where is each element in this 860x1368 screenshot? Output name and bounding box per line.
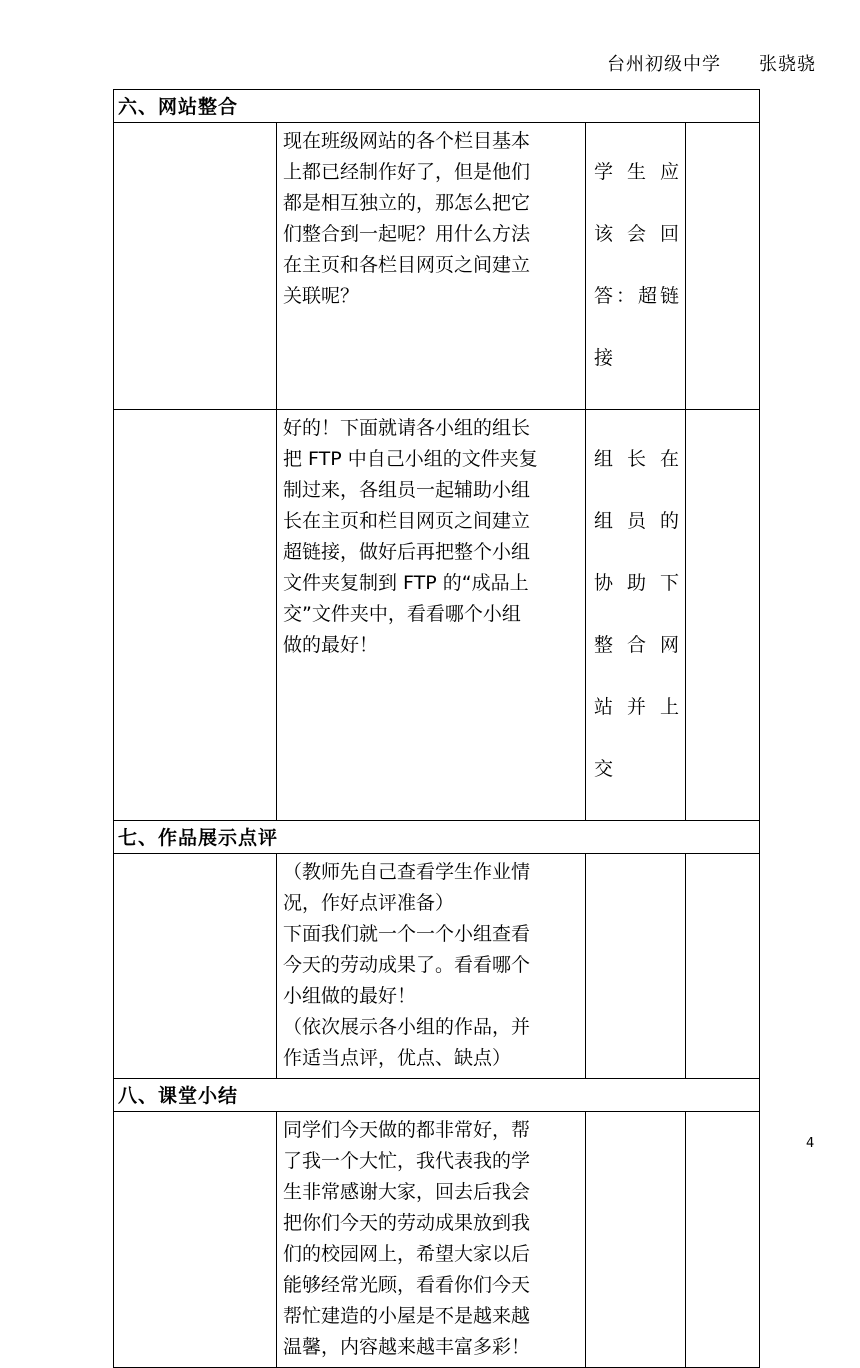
table-row <box>114 854 760 1079</box>
empty-cell <box>114 123 277 410</box>
empty-cell <box>114 854 277 1079</box>
student-line: 接 <box>594 347 614 369</box>
student-activity-cell <box>586 1112 686 1368</box>
page-header <box>607 50 816 76</box>
table-row <box>114 410 760 821</box>
student-line: 站 并 上 <box>594 696 679 718</box>
student-line: 该 会 回 <box>594 223 679 245</box>
empty-cell <box>686 410 760 821</box>
lesson-plan-table <box>113 89 760 1368</box>
section-title: 七、作品展示点评 <box>114 821 760 854</box>
section-header-row <box>114 90 760 123</box>
empty-cell <box>114 410 277 821</box>
student-activity-cell <box>586 123 686 410</box>
section-title: 六、网站整合 <box>114 90 760 123</box>
section-header-row <box>114 1079 760 1112</box>
student-line: 学 生 应 <box>594 161 679 183</box>
student-line: 组 员 的 <box>594 510 679 532</box>
section-header-row <box>114 821 760 854</box>
empty-cell <box>686 854 760 1079</box>
student-line: 组 长 在 <box>594 448 679 470</box>
empty-cell <box>686 123 760 410</box>
school-name: 台州初级中学 <box>607 54 721 75</box>
student-line: 协 助 下 <box>594 572 679 594</box>
teacher-activity-cell: （教师先自己查看学生作业情 况，作好点评准备） 下面我们就一个一个小组查看 今天的劳动成果了。看看哪个 小组做的最好！ （依次展示各小组的作品，并 作适当点评，优点、缺点） <box>277 854 586 1079</box>
section-title: 八、课堂小结 <box>114 1079 760 1112</box>
page-number: 4 <box>806 1136 815 1151</box>
author-name: 张骁骁 <box>759 54 816 75</box>
table-row <box>114 123 760 410</box>
teacher-activity-cell: 现在班级网站的各个栏目基本 上都已经制作好了，但是他们 都是相互独立的，那怎么把它 们整合到一起呢？用什么方法 在主页和各栏目网页之间建立 关联呢？ <box>277 123 586 410</box>
table-row <box>114 1112 760 1368</box>
student-line: 交 <box>594 758 614 780</box>
student-line: 整 合 网 <box>594 634 679 656</box>
empty-cell <box>114 1112 277 1368</box>
teacher-activity-cell: 同学们今天做的都非常好，帮 了我一个大忙，我代表我的学 生非常感谢大家，回去后我会 把你们今天的劳动成果放到我 们的校园网上，希望大家以后 能够经常光顾，看看你们今天 帮忙建造的小屋是不是越来越 温馨，内容越来越丰富多彩！ <box>277 1112 586 1368</box>
teacher-activity-cell: 好的！下面就请各小组的组长 把 FTP 中自己小组的文件夹复 制过来，各组员一起辅助小组 长在主页和栏目网页之间建立 超链接，做好后再把整个小组 文件夹复制到 FTP 的“成品上 交”文件夹中，看看哪个小组 做的最好！ <box>277 410 586 821</box>
student-line: 答：超链 <box>594 285 679 307</box>
student-activity-cell <box>586 854 686 1079</box>
empty-cell <box>686 1112 760 1368</box>
student-activity-cell <box>586 410 686 821</box>
